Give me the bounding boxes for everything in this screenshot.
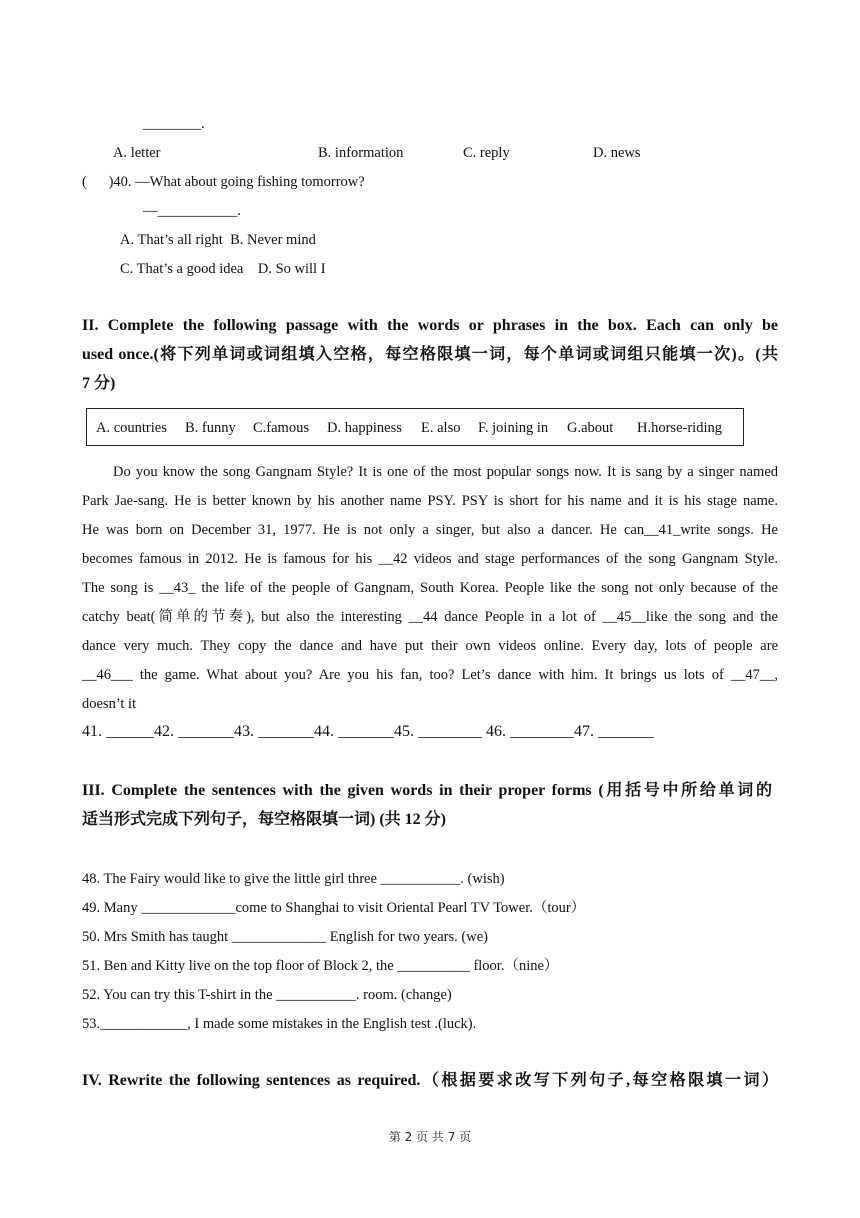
answer-row-41-47: 41. ______42. _______43. _______44. _______45. ________ 46. ________47. _______ bbox=[82, 723, 654, 740]
word-bank-item: G.about bbox=[567, 420, 614, 436]
word-bank-item: B. funny bbox=[185, 420, 236, 436]
word-bank-item: C.famous bbox=[253, 420, 309, 436]
question-53: 53.____________, I made some mistakes in the English test .(luck). bbox=[82, 1016, 477, 1032]
section-3-heading-line-2: 适当形式完成下列句子，每空格限填一词) (共 12 分) bbox=[82, 811, 446, 828]
section-2-heading-line-2: used once.(将下列单词或词组填入空格，每空格限填一词，每个单词或词组只能填一次)。(共 bbox=[82, 346, 778, 363]
word-bank-box bbox=[86, 408, 744, 446]
section-2-heading-line-1: II. Complete the following passage with the words or phrases in the box. Each can only be bbox=[82, 317, 778, 334]
passage-line: He was born on December 31, 1977. He is not only a singer, but also a dancer. He can__41_write songs. He bbox=[82, 522, 778, 538]
passage-line: __46___ the game. What about you? Are you his fan, too? Let’s dance with him. It brings us lots of __47__, bbox=[82, 667, 778, 683]
question-49: 49. Many _____________come to Shanghai to visit Oriental Pearl TV Tower.（tour） bbox=[82, 900, 586, 916]
passage-line: catchy beat(简单的节奏), but also the interesting __44 dance People in a lot of __45__like the song and the bbox=[82, 609, 778, 625]
q40-answer-blank: —___________. bbox=[143, 203, 241, 219]
word-bank-item: E. also bbox=[421, 420, 461, 436]
section-3-heading-line-1: III. Complete the sentences with the given words in their proper forms (用括号中所给单词的 bbox=[82, 782, 772, 799]
q40-question: ( )40. —What about going fishing tomorrow? bbox=[82, 174, 365, 190]
q40-options-row-2: C. That’s a good idea D. So will I bbox=[120, 261, 326, 277]
q39-answer-blank: ________. bbox=[143, 116, 205, 132]
passage-line: becomes famous in 2012. He is famous for his __42 videos and stage performances of the song Gangnam Style. bbox=[82, 551, 778, 567]
q39-option-c: C. reply bbox=[463, 145, 510, 161]
passage-line: Park Jae-sang. He is better known by his another name PSY. PSY is short for his name and it is his stage name. bbox=[82, 493, 778, 509]
word-bank-item: H.horse-riding bbox=[637, 420, 722, 436]
passage-line: doesn’t it bbox=[82, 696, 137, 712]
word-bank-item: F. joining in bbox=[478, 420, 549, 436]
section-2-heading-line-3: 7 分) bbox=[82, 375, 116, 392]
question-52: 52. You can try this T-shirt in the ___________. room. (change) bbox=[82, 987, 452, 1003]
page-number: 第 2 页 共 7 页 bbox=[388, 1130, 472, 1144]
q39-option-b: B. information bbox=[318, 145, 404, 161]
q39-option-d: D. news bbox=[593, 145, 641, 161]
passage-line: dance very much. They copy the dance and have put their own videos online. Every day, lots of people are bbox=[82, 638, 778, 654]
word-bank-item: A. countries bbox=[96, 420, 167, 436]
passage-line: Do you know the song Gangnam Style? It is one of the most popular songs now. It is sang by a singer named bbox=[113, 464, 778, 480]
word-bank-item: D. happiness bbox=[327, 420, 402, 436]
question-50: 50. Mrs Smith has taught _____________ English for two years. (we) bbox=[82, 929, 488, 945]
passage-line: The song is __43_ the life of the people of Gangnam, South Korea. People like the song not only because of the bbox=[82, 580, 778, 596]
question-51: 51. Ben and Kitty live on the top floor of Block 2, the __________ floor.（nine） bbox=[82, 958, 559, 974]
section-4-heading: IV. Rewrite the following sentences as required.（根据要求改写下列句子,每空格限填一词） bbox=[82, 1072, 778, 1089]
q39-option-a: A. letter bbox=[113, 145, 161, 161]
question-48: 48. The Fairy would like to give the little girl three ___________. (wish) bbox=[82, 871, 505, 887]
q40-options-row-1: A. That’s all right B. Never mind bbox=[120, 232, 316, 248]
